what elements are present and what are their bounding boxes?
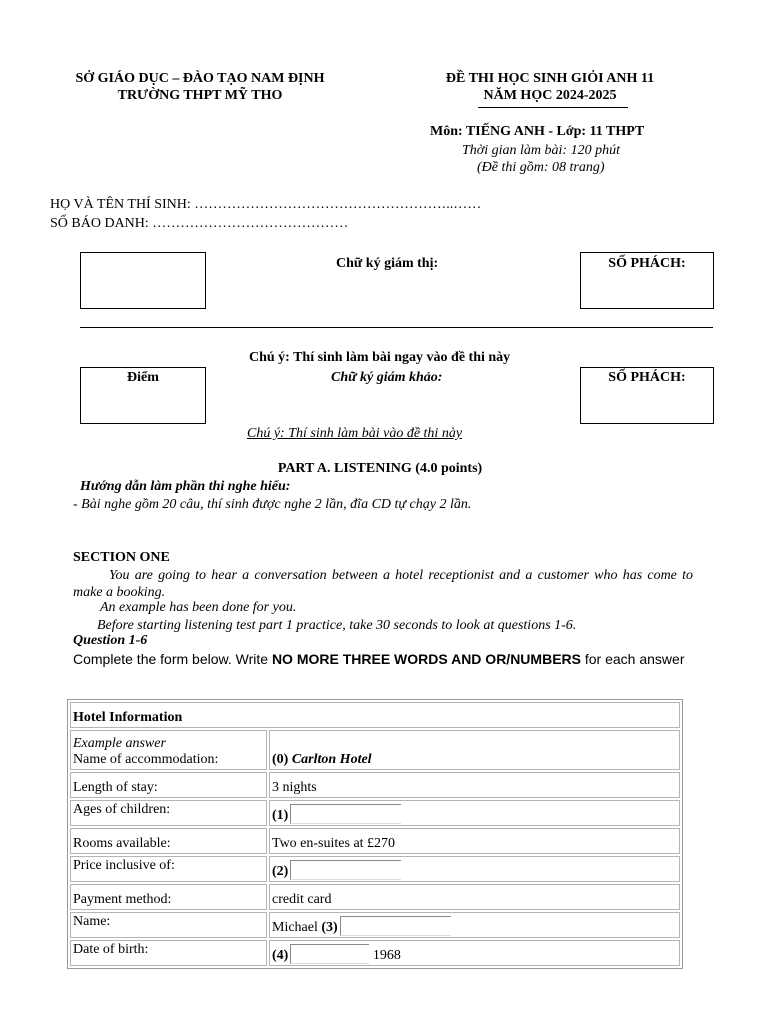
part-a-title: PART A. LISTENING (4.0 points)	[277, 461, 483, 476]
answer-blank-3[interactable]	[340, 916, 451, 936]
table-row	[70, 856, 680, 882]
blank-box-left	[80, 252, 206, 309]
section-one-intro: You are going to hear a conversation between a hotel receptionist and a customer who has come to make a booking.	[73, 568, 693, 600]
answer-number: (4)	[272, 948, 289, 963]
table-row	[70, 800, 680, 826]
candidate-name-field[interactable]: HỌ VÀ TÊN THÍ SINH: ………………………………………………..……	[50, 197, 482, 212]
name-prefix: Michael	[272, 920, 318, 935]
row-value: credit card	[269, 884, 680, 910]
table-row	[70, 828, 680, 854]
row-value: Two en-suites at £270	[269, 828, 680, 854]
answer-blank-4[interactable]	[290, 944, 369, 964]
row-label: Name:	[70, 912, 267, 938]
table-row	[70, 940, 680, 966]
instr-suffix: for each answer	[580, 651, 685, 667]
question-range: Question 1-6	[73, 633, 148, 648]
table-row	[70, 772, 680, 798]
hotel-info-table	[67, 699, 683, 969]
row-label: Payment method:	[70, 884, 267, 910]
table-cell-value	[269, 940, 680, 966]
examiner-signature-label: Chữ ký giám khảo:	[331, 370, 443, 385]
exam-title: ĐỀ THI HỌC SINH GIỎI ANH 11	[445, 71, 655, 86]
row-label: Ages of children:	[70, 800, 267, 826]
table-row	[70, 884, 680, 910]
example-answer-label: Example answer	[73, 736, 166, 751]
listening-guide-text: - Bài nghe gồm 20 câu, thí sinh được nghe 2 lần, đĩa CD tự chạy 2 lần.	[73, 497, 472, 512]
pages-line: (Đề thi gồm: 08 trang)	[477, 160, 605, 175]
example-note: An example has been done for you.	[100, 600, 297, 615]
table-row	[70, 912, 680, 938]
table-cell-value	[269, 800, 680, 826]
so-phach-label-1: SỐ PHÁCH:	[608, 256, 686, 271]
row-label: Length of stay:	[70, 772, 267, 798]
row-label: Date of birth:	[70, 940, 267, 966]
table-row	[70, 730, 680, 770]
note-bold: Chú ý: Thí sinh làm bài ngay vào đề thi này	[249, 350, 511, 365]
so-phach-box-1	[580, 252, 714, 309]
note-italic: Chú ý: Thí sinh làm bài vào đề thi này	[247, 426, 463, 441]
instr-prefix: Complete the form below. Write	[73, 651, 272, 667]
birth-year: 1968	[372, 948, 401, 963]
so-phach-label-2: SỐ PHÁCH:	[608, 370, 686, 385]
table-cell-label	[70, 730, 267, 770]
answer-number: (3)	[321, 920, 338, 935]
score-box	[80, 367, 206, 424]
instr-bold: NO MORE THREE WORDS AND OR/NUMBERS	[271, 651, 581, 667]
row-label: Price inclusive of:	[70, 856, 267, 882]
school-name: TRƯỜNG THPT MỸ THO	[117, 88, 283, 103]
table-heading: Hotel Information	[70, 702, 680, 728]
school-year: NĂM HỌC 2024-2025	[483, 88, 617, 103]
table-cell-value	[269, 856, 680, 882]
table-header-row	[70, 702, 680, 728]
row-value: 3 nights	[269, 772, 680, 798]
supervisor-signature-label: Chữ ký giám thị:	[336, 256, 439, 271]
subject-line: Môn: TIẾNG ANH - Lớp: 11 THPT	[430, 124, 645, 139]
score-label: Điểm	[127, 370, 159, 385]
answer-blank-2[interactable]	[290, 860, 401, 880]
answer-blank-1[interactable]	[290, 804, 401, 824]
candidate-id-field[interactable]: SỐ BÁO DANH: ……………………………………	[50, 216, 349, 231]
cut-line	[80, 327, 713, 328]
so-phach-box-2	[580, 367, 714, 424]
header-rule	[478, 107, 628, 108]
answer-number: (0)	[272, 752, 289, 767]
before-note: Before starting listening test part 1 practice, take 30 seconds to look at questions 1-6.	[97, 618, 577, 633]
row-label: Name of accommodation:	[73, 752, 219, 767]
row-label: Rooms available:	[70, 828, 267, 854]
answer-number: (1)	[272, 808, 289, 823]
table-cell-value	[269, 912, 680, 938]
time-line: Thời gian làm bài: 120 phút	[462, 143, 620, 158]
listening-guide-title: Hướng dẫn làm phần thi nghe hiểu:	[80, 479, 291, 494]
table-cell-value	[269, 730, 680, 770]
answer-number: (2)	[272, 864, 289, 879]
section-one-title: SECTION ONE	[73, 550, 170, 565]
example-answer-value: Carlton Hotel	[291, 752, 372, 767]
form-instruction	[73, 651, 695, 668]
school-dept: SỞ GIÁO DỤC – ĐÀO TẠO NAM ĐỊNH	[75, 71, 325, 86]
